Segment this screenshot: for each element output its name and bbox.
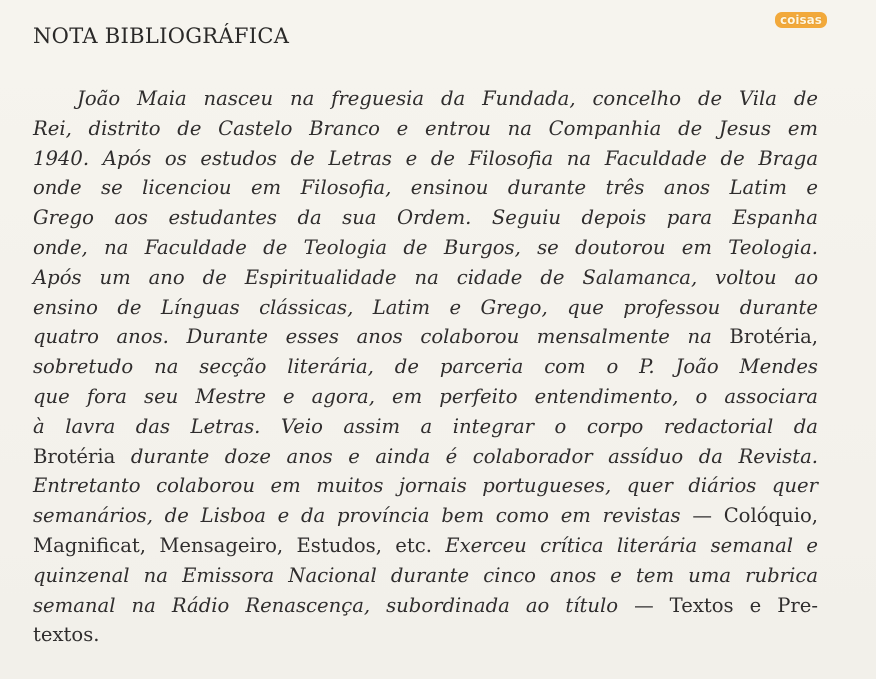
- text-segment: — Colóquio,: [680, 504, 818, 528]
- text-line: [33, 352, 818, 382]
- text-segment: Grego aos estudantes da sua Ordem. Seguiu depois para Espanha: [33, 206, 818, 230]
- watermark-logo: coisas: [775, 12, 827, 28]
- text-segment: Entretanto colaborou em muitos jornais portugueses, quer diários quer: [33, 474, 818, 498]
- text-segment: Magnificat, Mensageiro, Estudos, etc.: [33, 533, 446, 557]
- text-line: [33, 114, 818, 144]
- text-segment: Após um ano de Espiritualidade na cidade de Salamanca, voltou ao: [33, 265, 818, 289]
- text-segment: Rei, distrito de Castelo Branco e entrou na Companhia de Jesus em: [33, 116, 818, 140]
- text-segment: à lavra das Letras. Veio assim a integrar o corpo redactorial da: [33, 414, 818, 438]
- text-segment: 1940. Após os estudos de Letras e de Filosofia na Faculdade de Braga: [33, 146, 818, 170]
- text-segment: ensino de Línguas clássicas, Latim e Grego, que professou durante: [33, 295, 818, 319]
- text-segment: semanal na Rádio Renascença, subordinada ao título: [33, 593, 619, 617]
- text-segment: onde se licenciou em Filosofia, ensinou durante três anos Latim e: [33, 176, 818, 200]
- text-line: [33, 322, 818, 352]
- text-segment: João Maia nasceu na freguesia da Fundada, concelho de Vila de: [77, 87, 818, 110]
- bibliographic-note-text: [33, 84, 818, 650]
- text-line: [33, 561, 818, 591]
- text-segment: semanários, de Lisboa e da província bem como em revistas: [33, 504, 681, 528]
- text-segment: quinzenal na Emissora Nacional durante cinco anos e tem uma rubrica: [33, 563, 818, 587]
- text-line: [33, 442, 818, 472]
- text-line: [33, 501, 818, 531]
- text-line: [33, 293, 818, 323]
- text-segment: quatro anos. Durante esses anos colaborou mensalmente na: [33, 325, 730, 349]
- text-segment: — Textos e Pre-: [618, 593, 818, 617]
- text-segment: textos.: [33, 623, 100, 647]
- text-segment: Brotéria,: [729, 325, 818, 349]
- text-segment: Brotéria: [33, 444, 131, 468]
- text-line: [33, 203, 818, 233]
- text-line: [33, 412, 818, 442]
- text-line: [33, 382, 818, 412]
- text-line: [33, 591, 818, 621]
- text-segment: durante doze anos e ainda é colaborador assíduo da Revista.: [130, 444, 818, 468]
- text-segment: sobretudo na secção literária, de parceria com o P. João Mendes: [33, 355, 818, 379]
- text-segment: onde, na Faculdade de Teologia de Burgos, se doutorou em Teologia.: [33, 235, 818, 259]
- text-segment: Exerceu crítica literária semanal e: [445, 533, 818, 557]
- text-line: [33, 263, 818, 293]
- text-line: [33, 233, 818, 263]
- text-line: [33, 471, 818, 501]
- text-line: [33, 531, 818, 561]
- page-heading: NOTA BIBLIOGRÁFICA: [33, 24, 290, 48]
- text-line: [33, 144, 818, 174]
- text-line: [33, 620, 818, 650]
- text-line: [33, 173, 818, 203]
- text-line: [33, 84, 818, 114]
- text-segment: que fora seu Mestre e agora, em perfeito entendimento, o associara: [33, 384, 818, 408]
